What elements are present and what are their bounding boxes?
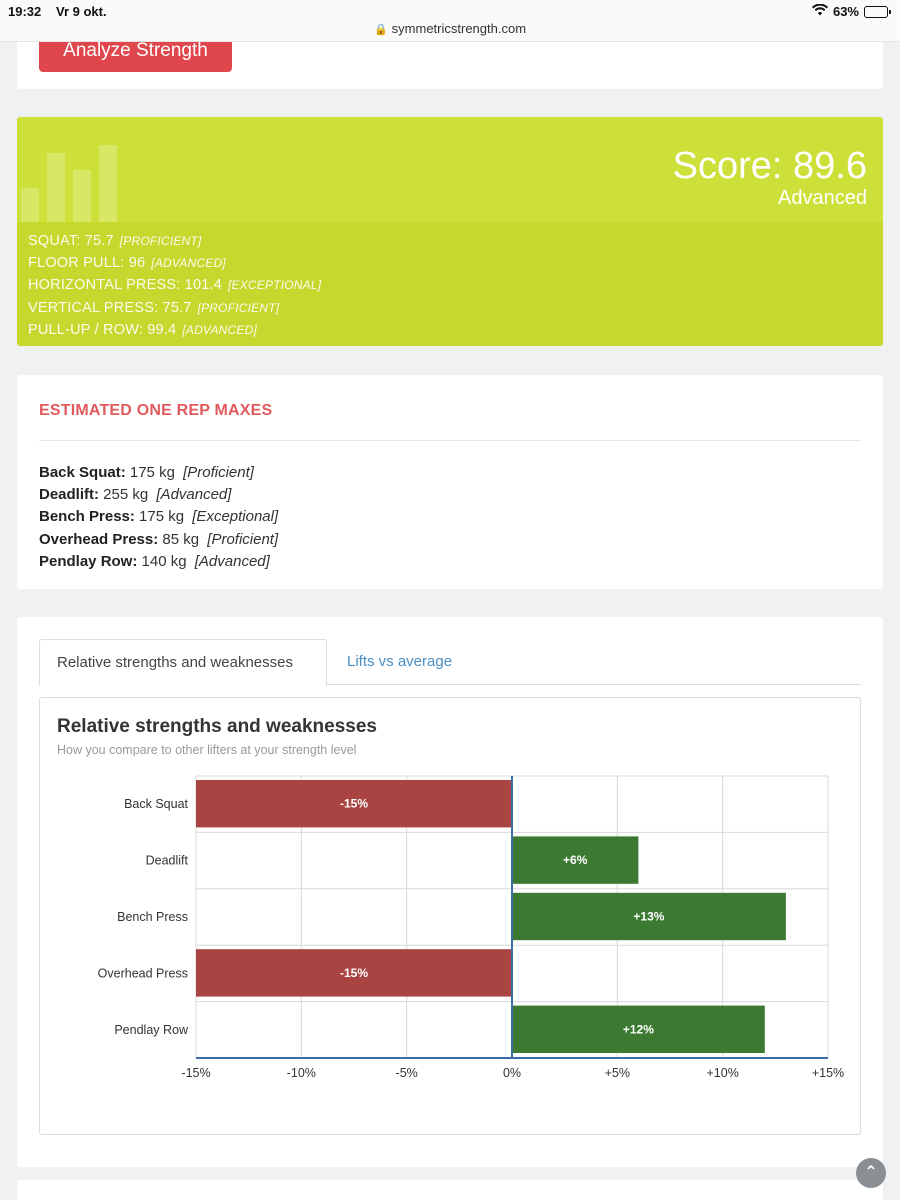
x-tick-label: 0% [502,1066,522,1080]
lift-score-item: VERTICAL PRESS: 75.7 [PROFICIENT] [28,299,280,316]
one-rep-max-title: ESTIMATED ONE REP MAXES [39,402,273,419]
status-date: Vr 9 okt. [56,4,107,19]
chart-title: Relative strengths and weaknesses [57,716,377,737]
tab-bar [39,639,861,685]
lift-score-item: PULL-UP / ROW: 99.4 [ADVANCED] [28,321,258,338]
input-card [17,42,883,89]
chart-container [39,697,861,1135]
deco-chart-icon [21,188,39,222]
wifi-icon [812,4,828,19]
tab-lifts-vs-average[interactable]: Lifts vs average [347,653,453,670]
x-tick-label: -15% [181,1066,211,1080]
status-time: 19:32 [8,4,42,19]
deco-chart-icon [73,170,91,222]
battery-icon [864,6,888,18]
category-label: Deadlift [145,853,188,868]
x-tick-label: +15% [811,1066,845,1080]
bar-value-label: +13% [633,909,665,924]
analyze-strength-button[interactable]: Analyze Strength [39,42,232,72]
score-value: Score: 89.6 [672,145,867,187]
chart-card [17,617,883,1167]
x-tick-label: -5% [395,1066,418,1080]
x-tick-label: +5% [604,1066,631,1080]
tab-relative-strengths[interactable]: Relative strengths and weaknesses [39,639,327,686]
deco-chart-icon [47,153,65,222]
battery-percent: 63% [832,4,859,19]
one-rep-max-item: Overhead Press: 85 kg [Proficient] [39,530,279,548]
x-tick-label: -10% [286,1066,316,1080]
one-rep-max-item: Bench Press: 175 kg [Exceptional] [39,508,279,526]
lock-icon: 🔒 [373,24,388,36]
lift-score-list [28,230,321,341]
one-rep-max-card [17,375,883,589]
bar-value-label: -15% [339,796,369,811]
status-indicators [812,4,888,19]
score-level: Advanced [778,187,867,209]
lift-score-item: SQUAT: 75.7 [PROFICIENT] [28,233,202,249]
bar-value-label: +12% [622,1022,654,1037]
lift-score-item: FLOOR PULL: 96 [ADVANCED] [28,255,226,272]
category-label: Pendlay Row [114,1022,188,1037]
category-label: Back Squat [124,797,188,812]
category-label: Overhead Press [97,966,188,981]
lift-score-item: HORIZONTAL PRESS: 101.4 [EXCEPTIONAL] [28,277,322,294]
next-card [17,1180,883,1200]
x-tick-label: +10% [706,1066,739,1080]
category-label: Bench Press [117,910,188,924]
one-rep-max-list [39,462,278,573]
relative-strength-chart [40,698,860,1134]
status-bar [0,0,900,42]
url-text: symmetricstrength.com [391,21,527,36]
one-rep-max-item: Back Squat: 175 kg [Proficient] [39,464,254,481]
one-rep-max-item: Deadlift: 255 kg [Advanced] [39,486,232,504]
score-panel [17,117,883,346]
chevron-up-icon: ⌃ [864,1164,878,1181]
score-header [17,117,883,222]
bar-value-label: +6% [563,853,588,868]
chart-subtitle: How you compare to other lifters at your strength level [57,743,357,757]
one-rep-max-item: Pendlay Row: 140 kg [Advanced] [39,552,270,570]
deco-chart-icon [99,145,117,222]
address-bar[interactable] [0,21,900,36]
bar-value-label: -15% [339,965,369,980]
divider [39,440,861,441]
scroll-to-top-button[interactable] [856,1158,886,1188]
